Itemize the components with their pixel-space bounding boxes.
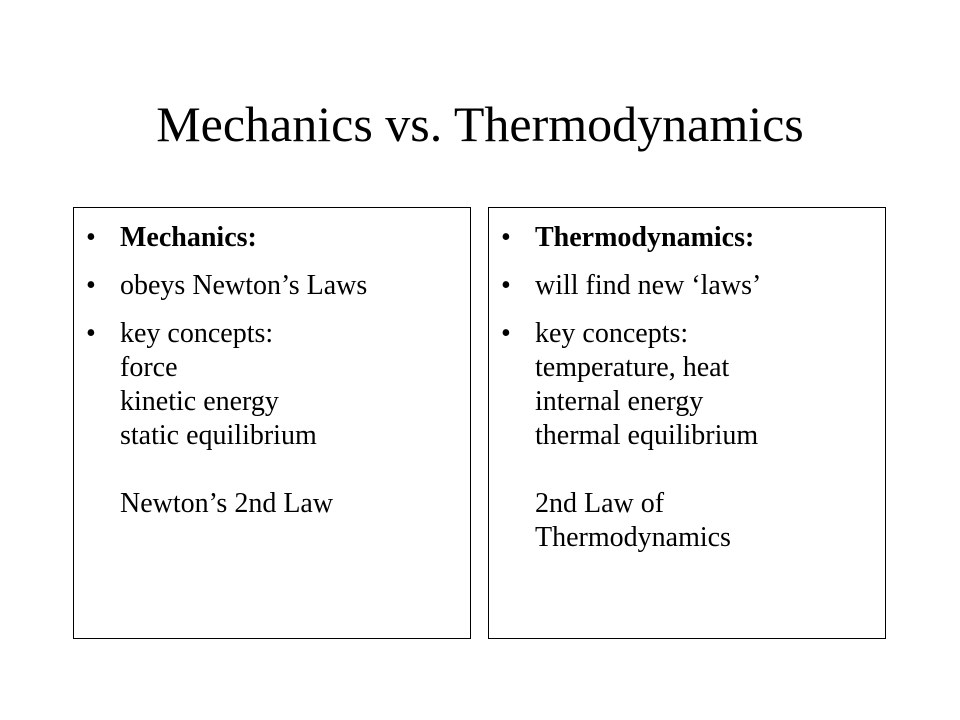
thermodynamics-concepts-item [489,317,885,555]
mechanics-law: Newton’s 2nd Law [120,488,334,519]
thermodynamics-column [488,207,886,639]
thermodynamics-law: Thermodynamics [535,522,731,553]
slide-title: Mechanics vs. Thermodynamics [156,96,804,152]
mechanics-point-item [74,269,470,303]
thermodynamics-concept: internal energy [535,386,704,417]
mechanics-concept: force [120,352,178,383]
mechanics-point: obeys Newton’s Laws [120,270,368,301]
mechanics-concepts-item [74,317,470,521]
mechanics-heading-item [74,221,470,255]
bullet-icon: • [86,318,96,349]
bullet-icon: • [86,222,96,253]
thermodynamics-bullet-list [489,221,885,569]
thermodynamics-point-item [489,269,885,303]
thermodynamics-point: will find new ‘laws’ [535,270,762,301]
thermodynamics-concepts-label: key concepts: [535,318,689,349]
mechanics-concept: kinetic energy [120,386,279,417]
mechanics-concept: static equilibrium [120,420,317,451]
thermodynamics-concept: thermal equilibrium [535,420,759,451]
bullet-icon: • [86,270,96,301]
mechanics-column [73,207,471,639]
mechanics-bullet-list [74,221,470,535]
mechanics-heading: Mechanics: [120,222,257,253]
thermodynamics-law: 2nd Law of [535,488,665,519]
thermodynamics-heading: Thermodynamics: [535,222,755,253]
thermodynamics-heading-item [489,221,885,255]
thermodynamics-concept: temperature, heat [535,352,730,383]
bullet-icon: • [501,270,511,301]
mechanics-concepts-label: key concepts: [120,318,274,349]
blank-line [535,453,885,487]
blank-line [120,453,470,487]
bullet-icon: • [501,318,511,349]
bullet-icon: • [501,222,511,253]
